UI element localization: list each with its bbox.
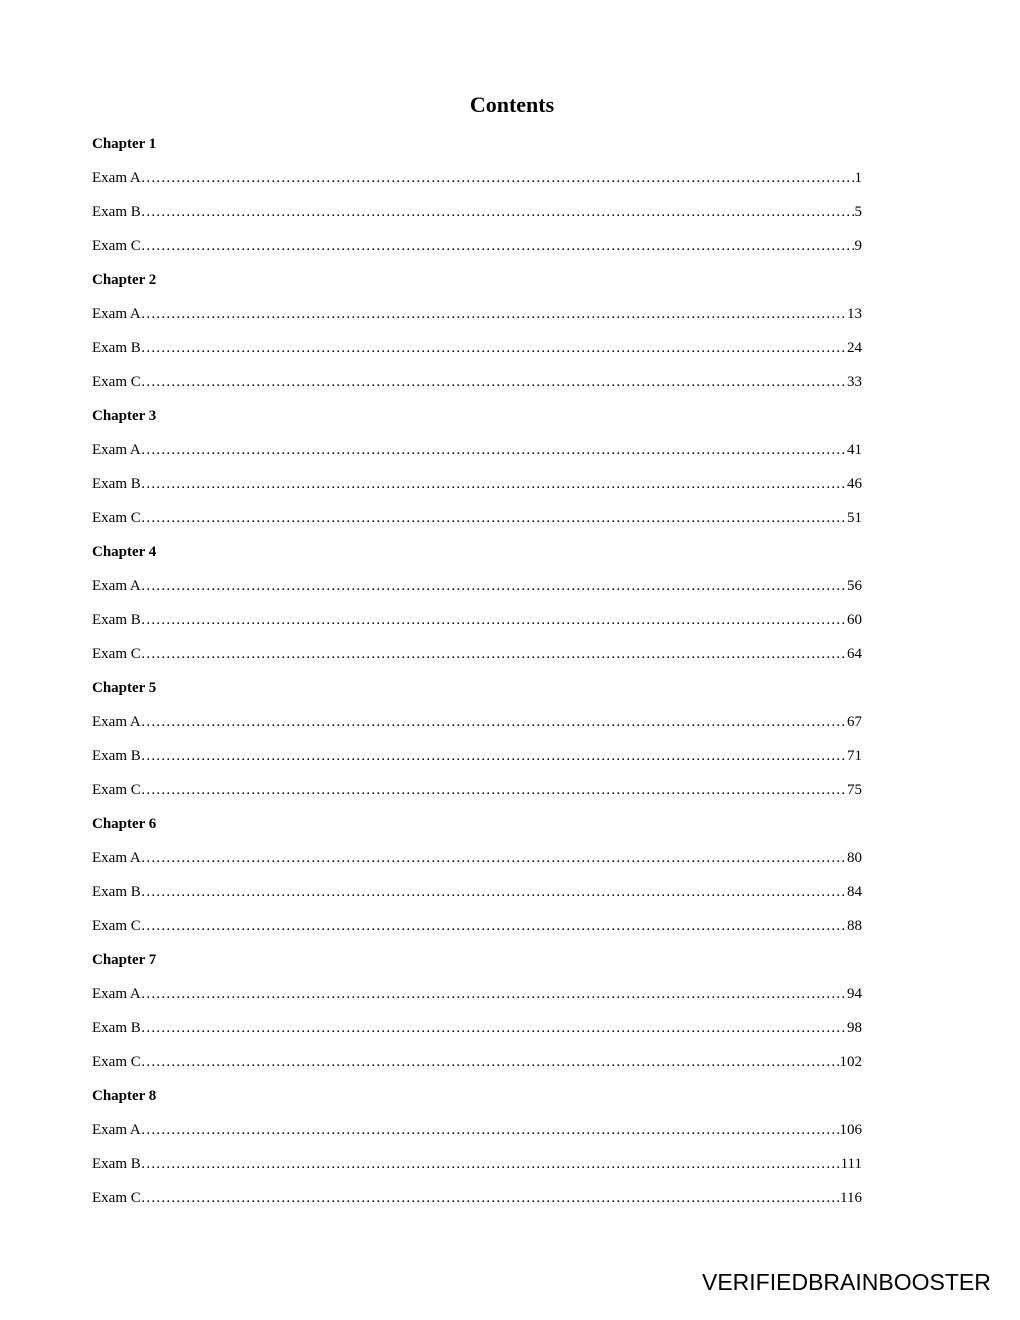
toc-entry-label: Exam A [92, 169, 141, 186]
toc-entry-label: Exam C [92, 509, 141, 526]
chapter-heading-4: Chapter 4 [92, 544, 157, 560]
toc-entry-label: Exam A [92, 849, 141, 866]
toc-entry-page-number: 94 [847, 985, 862, 1002]
toc-entry-chapter-3-exam-b[interactable] [92, 467, 862, 501]
toc-entry-page-number: 102 [839, 1053, 862, 1070]
toc-entry-page-number: 88 [847, 917, 862, 934]
dot-leader [141, 1020, 847, 1037]
toc-entry-label: Exam A [92, 441, 141, 458]
toc-entry-chapter-3-exam-a[interactable] [92, 433, 862, 467]
toc-entry-label: Exam B [92, 1155, 141, 1172]
toc-entry-page-number: 46 [847, 475, 862, 492]
toc-entry-chapter-6-exam-a[interactable] [92, 841, 862, 875]
toc-entry-label: Exam B [92, 747, 141, 764]
toc-entry-chapter-8-exam-c[interactable] [92, 1181, 862, 1215]
toc-entry-chapter-4-exam-b[interactable] [92, 603, 862, 637]
toc-entry-page-number: 9 [854, 237, 862, 254]
toc-entry-page-number: 56 [847, 577, 862, 594]
table-of-contents [92, 127, 862, 1215]
toc-entry-chapter-1-exam-c[interactable] [92, 229, 862, 263]
toc-entry-label: Exam A [92, 305, 141, 322]
toc-entry-chapter-2-exam-c[interactable] [92, 365, 862, 399]
toc-entry-label: Exam C [92, 373, 141, 390]
dot-leader [141, 238, 854, 255]
toc-entry-label: Exam C [92, 237, 141, 254]
chapter-heading-2: Chapter 2 [92, 272, 157, 288]
toc-entry-label: Exam B [92, 1019, 141, 1036]
chapter-heading-1: Chapter 1 [92, 136, 157, 152]
toc-entry-chapter-2-exam-b[interactable] [92, 331, 862, 365]
toc-entry-label: Exam A [92, 985, 141, 1002]
toc-entry-label: Exam C [92, 1053, 141, 1070]
toc-entry-page-number: 116 [840, 1189, 862, 1206]
toc-entry-chapter-8-exam-b[interactable] [92, 1147, 862, 1181]
dot-leader [141, 306, 847, 323]
dot-leader [141, 748, 847, 765]
chapter-heading-6: Chapter 6 [92, 816, 157, 832]
toc-entry-chapter-6-exam-c[interactable] [92, 909, 862, 943]
toc-entry-page-number: 13 [847, 305, 862, 322]
toc-entry-page-number: 5 [854, 203, 862, 220]
toc-entry-chapter-5-exam-c[interactable] [92, 773, 862, 807]
dot-leader [141, 884, 847, 901]
chapter-heading-7: Chapter 7 [92, 952, 157, 968]
toc-entry-page-number: 41 [847, 441, 862, 458]
toc-entry-label: Exam B [92, 203, 141, 220]
dot-leader [141, 1054, 840, 1071]
toc-entry-page-number: 80 [847, 849, 862, 866]
toc-entry-page-number: 24 [847, 339, 862, 356]
toc-entry-label: Exam B [92, 611, 141, 628]
dot-leader [141, 782, 847, 799]
toc-entry-chapter-1-exam-a[interactable] [92, 161, 862, 195]
toc-entry-page-number: 64 [847, 645, 862, 662]
toc-entry-page-number: 51 [847, 509, 862, 526]
dot-leader [141, 578, 847, 595]
dot-leader [141, 1156, 841, 1173]
toc-entry-chapter-4-exam-c[interactable] [92, 637, 862, 671]
toc-entry-chapter-7-exam-a[interactable] [92, 977, 862, 1011]
dot-leader [141, 1122, 840, 1139]
toc-entry-chapter-6-exam-b[interactable] [92, 875, 862, 909]
toc-entry-page-number: 98 [847, 1019, 862, 1036]
toc-entry-label: Exam A [92, 713, 141, 730]
dot-leader [141, 374, 847, 391]
dot-leader [141, 476, 847, 493]
toc-entry-chapter-2-exam-a[interactable] [92, 297, 862, 331]
toc-entry-page-number: 71 [847, 747, 862, 764]
dot-leader [141, 442, 847, 459]
toc-entry-page-number: 60 [847, 611, 862, 628]
dot-leader [141, 646, 847, 663]
toc-entry-page-number: 75 [847, 781, 862, 798]
toc-entry-label: Exam C [92, 645, 141, 662]
toc-entry-label: Exam C [92, 1189, 141, 1206]
dot-leader [141, 510, 847, 527]
dot-leader [141, 850, 847, 867]
toc-entry-page-number: 1 [854, 169, 862, 186]
dot-leader [141, 204, 854, 221]
dot-leader [141, 918, 847, 935]
toc-entry-page-number: 111 [840, 1155, 862, 1172]
chapter-heading-8: Chapter 8 [92, 1088, 157, 1104]
toc-entry-page-number: 84 [847, 883, 862, 900]
toc-entry-chapter-3-exam-c[interactable] [92, 501, 862, 535]
toc-entry-chapter-7-exam-c[interactable] [92, 1045, 862, 1079]
toc-entry-chapter-4-exam-a[interactable] [92, 569, 862, 603]
toc-entry-chapter-1-exam-b[interactable] [92, 195, 862, 229]
toc-entry-chapter-8-exam-a[interactable] [92, 1113, 862, 1147]
toc-entry-page-number: 33 [847, 373, 862, 390]
dot-leader [141, 340, 847, 357]
toc-entry-page-number: 106 [839, 1121, 862, 1138]
page-title: Contents [469, 92, 555, 117]
toc-entry-page-number: 67 [847, 713, 862, 730]
toc-entry-label: Exam A [92, 577, 141, 594]
toc-entry-label: Exam C [92, 917, 141, 934]
toc-entry-chapter-7-exam-b[interactable] [92, 1011, 862, 1045]
dot-leader [141, 1190, 840, 1207]
toc-entry-chapter-5-exam-b[interactable] [92, 739, 862, 773]
toc-entry-label: Exam A [92, 1121, 141, 1138]
toc-entry-label: Exam B [92, 339, 141, 356]
watermark-text: VERIFIEDBRAINBOOSTER [702, 1269, 991, 1295]
dot-leader [141, 986, 847, 1003]
toc-entry-label: Exam C [92, 781, 141, 798]
dot-leader [141, 612, 847, 629]
chapter-heading-3: Chapter 3 [92, 408, 157, 424]
dot-leader [141, 714, 847, 731]
chapter-heading-5: Chapter 5 [92, 680, 157, 696]
dot-leader [141, 170, 854, 187]
toc-entry-label: Exam B [92, 883, 141, 900]
toc-entry-chapter-5-exam-a[interactable] [92, 705, 862, 739]
toc-entry-label: Exam B [92, 475, 141, 492]
